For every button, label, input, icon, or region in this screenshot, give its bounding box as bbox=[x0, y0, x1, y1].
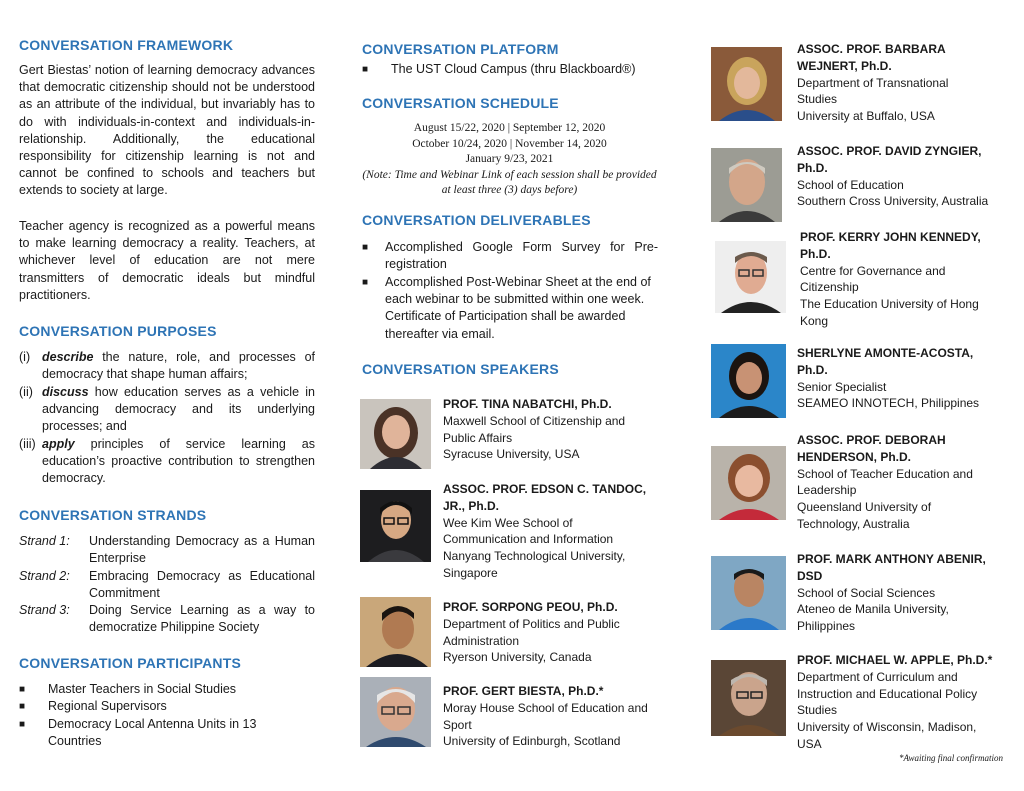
speaker-name: PROF. TINA NABATCHI, Ph.D. bbox=[443, 397, 612, 411]
purpose-verb: describe bbox=[42, 350, 94, 364]
purpose-number: (i) bbox=[19, 350, 31, 364]
speaker-card: PROF. GERT BIESTA, Ph.D.* Moray House School of Education and Sport University of Edinburgh, Scotland bbox=[443, 683, 663, 750]
strand-label: Strand 3: bbox=[19, 603, 70, 617]
speaker-name: ASSOC. PROF. EDSON C. TANDOC, JR., Ph.D. bbox=[443, 482, 647, 513]
speaker-photo bbox=[360, 597, 431, 667]
speaker-name: PROF. SORPONG PEOU, Ph.D. bbox=[443, 600, 618, 614]
purpose-verb: discuss bbox=[42, 385, 89, 399]
framework-heading: CONVERSATION FRAMEWORK bbox=[19, 37, 234, 53]
strand-text: Doing Service Learning as a way to democratize Philippine Society bbox=[89, 603, 315, 635]
speaker-card: ASSOC. PROF. BARBARA WEJNERT, Ph.D. Department of Transnational Studies University at Buffalo, USA bbox=[797, 41, 997, 125]
schedule-note: (Note: Time and Webinar Link of each session shall be provided at least three (3) days before) bbox=[362, 168, 657, 196]
speaker-card: PROF. KERRY JOHN KENNEDY, Ph.D. Centre for Governance and Citizenship The Education University of Hong Kong bbox=[800, 229, 1000, 330]
speaker-card: PROF. MARK ANTHONY ABENIR, DSD School of Social Sciences Ateneo de Manila University, Philippines bbox=[797, 551, 1002, 635]
speaker-photo bbox=[711, 660, 786, 736]
purpose-number: (iii) bbox=[19, 437, 36, 451]
schedule-heading: CONVERSATION SCHEDULE bbox=[362, 95, 559, 111]
speaker-card: PROF. TINA NABATCHI, Ph.D. Maxwell School of Citizenship and Public Affairs Syracuse University, USA bbox=[443, 396, 663, 463]
speakers-heading: CONVERSATION SPEAKERS bbox=[362, 361, 559, 377]
strand-text: Understanding Democracy as a Human Enterprise bbox=[89, 534, 315, 566]
speaker-card: PROF. SORPONG PEOU, Ph.D. Department of Politics and Public Administration Ryerson University, Canada bbox=[443, 599, 658, 666]
speaker-card: SHERLYNE AMONTE-ACOSTA, Ph.D. Senior Specialist SEAMEO INNOTECH, Philippines bbox=[797, 345, 997, 412]
speaker-name: PROF. MARK ANTHONY ABENIR, DSD bbox=[797, 552, 986, 583]
bullet-icon: ■ bbox=[19, 719, 26, 730]
purpose-text: principles of service learning as education’s proactive contribution to strengthen democracy. bbox=[42, 437, 315, 486]
strand-label: Strand 1: bbox=[19, 534, 70, 548]
speaker-name: PROF. GERT BIESTA, Ph.D.* bbox=[443, 684, 604, 698]
strand-text: Embracing Democracy as Educational Commitment bbox=[89, 569, 315, 601]
speaker-photo bbox=[715, 241, 786, 313]
strands-heading: CONVERSATION STRANDS bbox=[19, 507, 207, 523]
speaker-card: ASSOC. PROF. DAVID ZYNGIER, Ph.D. School of Education Southern Cross University, Australia bbox=[797, 143, 1002, 210]
speaker-name: ASSOC. PROF. DEBORAH HENDERSON, Ph.D. bbox=[797, 433, 946, 464]
speaker-photo bbox=[360, 490, 431, 562]
bullet-icon: ■ bbox=[362, 64, 369, 75]
schedule-dates: August 15/22, 2020 | September 12, 2020 October 10/24, 2020 | November 14, 2020 January 9/23, 2021 (Note: Time and Webinar Link of each session shall be provided at least three (3) days before) bbox=[362, 121, 657, 199]
purpose-text: the nature, role, and processes of democracy that shape human affairs; bbox=[42, 350, 315, 382]
framework-paragraph-2: Teacher agency is recognized as a powerful means to make learning democracy a reality. Teachers, at whichever level of education are not mere transmitters of democratic ideals but mindful practitioners. bbox=[19, 219, 315, 302]
speaker-photo bbox=[711, 47, 782, 121]
speaker-name: PROF. KERRY JOHN KENNEDY, Ph.D. bbox=[800, 230, 981, 261]
speaker-name: ASSOC. PROF. DAVID ZYNGIER, Ph.D. bbox=[797, 144, 982, 175]
speaker-photo bbox=[711, 344, 786, 418]
speaker-photo bbox=[360, 399, 431, 469]
purpose-number: (ii) bbox=[19, 385, 33, 399]
speaker-photo bbox=[711, 148, 782, 222]
bullet-icon: ■ bbox=[362, 277, 369, 288]
speaker-photo bbox=[711, 556, 786, 630]
purposes-heading: CONVERSATION PURPOSES bbox=[19, 323, 217, 339]
speaker-photo bbox=[360, 677, 431, 747]
purpose-verb: apply bbox=[42, 437, 75, 451]
bullet-icon: ■ bbox=[19, 684, 26, 695]
speaker-card: ASSOC. PROF. EDSON C. TANDOC, JR., Ph.D. Wee Kim Wee School of Communication and Information Nanyang Technological University, Singapore bbox=[443, 481, 658, 582]
purpose-text: how education serves as a vehicle in advancing democracy and its underlying processes; and bbox=[42, 385, 315, 434]
participants-heading: CONVERSATION PARTICIPANTS bbox=[19, 655, 242, 671]
bullet-icon: ■ bbox=[19, 701, 26, 712]
speaker-card: ASSOC. PROF. DEBORAH HENDERSON, Ph.D. School of Teacher Education and Leadership Queensland University of Technology, Australia bbox=[797, 432, 997, 533]
bullet-icon: ■ bbox=[362, 242, 369, 253]
speaker-name: PROF. MICHAEL W. APPLE, Ph.D.* bbox=[797, 653, 993, 667]
platform-heading: CONVERSATION PLATFORM bbox=[362, 41, 559, 57]
strand-label: Strand 2: bbox=[19, 569, 70, 583]
speaker-photo bbox=[711, 446, 786, 520]
speaker-name: SHERLYNE AMONTE-ACOSTA, Ph.D. bbox=[797, 346, 974, 377]
footnote: *Awaiting final confirmation bbox=[898, 753, 1003, 763]
speaker-card: PROF. MICHAEL W. APPLE, Ph.D.* Department of Curriculum and Instruction and Educational Policy Studies University of Wisconsin, Madison, USA bbox=[797, 652, 1002, 753]
framework-paragraph-1: Gert Biestas’ notion of learning democracy advances that democratic citizenship should not be understood as an attribute of the individual, but invariably has to do with individuals-in-context and individuals-in-relationship. Additionally, the educational responsibility for citizenship learning is not and cannot be confined to schools and teachers but extends to society at large. bbox=[19, 63, 315, 198]
deliverables-heading: CONVERSATION DELIVERABLES bbox=[362, 212, 591, 228]
speaker-name: ASSOC. PROF. BARBARA WEJNERT, Ph.D. bbox=[797, 42, 946, 73]
